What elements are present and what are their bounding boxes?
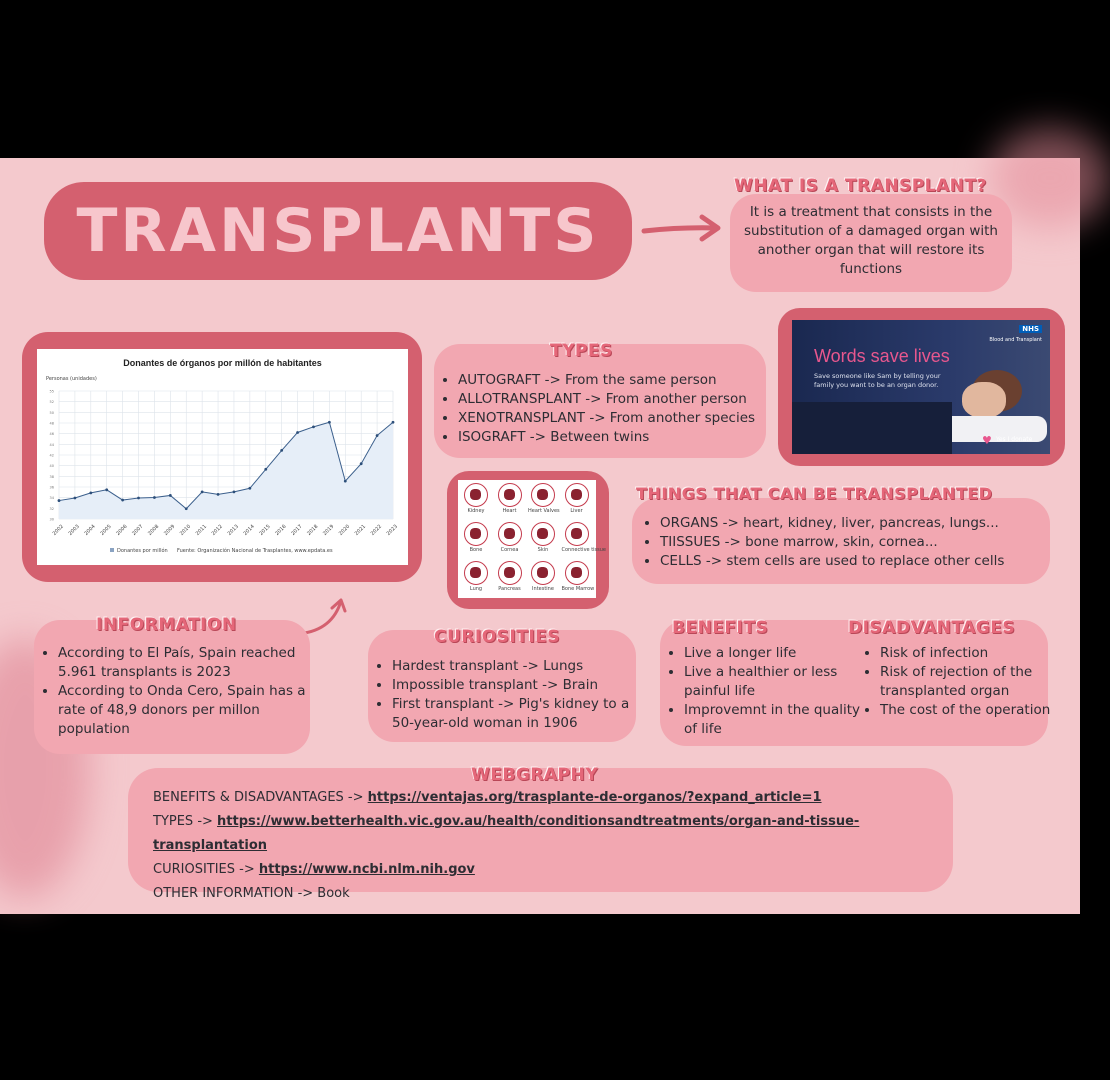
webgraphy-heading: WEBGRAPHY bbox=[471, 765, 599, 785]
y-tick-label: 42 bbox=[49, 453, 54, 458]
webgraphy-label: OTHER INFORMATION -> Book bbox=[153, 886, 350, 901]
types-heading: TYPES bbox=[550, 341, 613, 361]
data-point bbox=[360, 462, 363, 465]
data-point bbox=[137, 497, 140, 500]
pancreas-icon bbox=[495, 561, 525, 592]
list-item: • CELLS -> stem cells are used to replace other cells bbox=[660, 552, 1070, 571]
page-title: TRANSPLANTS bbox=[76, 196, 600, 266]
data-point bbox=[328, 421, 331, 424]
list-item: • ALLOTRANSPLANT -> From another person bbox=[458, 390, 788, 409]
skin-icon bbox=[528, 522, 558, 553]
bone-icon bbox=[461, 522, 491, 553]
data-point bbox=[105, 488, 108, 491]
icon-label: Bone bbox=[469, 547, 483, 553]
x-tick-label: 2003 bbox=[67, 523, 81, 537]
list-item: • Live a healthier or less painful life bbox=[684, 663, 864, 701]
benefits-list bbox=[664, 644, 864, 739]
webgraphy-row bbox=[153, 882, 953, 906]
icons-grid bbox=[458, 480, 606, 598]
poster bbox=[0, 158, 1080, 914]
list-item: • ORGANS -> heart, kidney, liver, pancreas, lungs... bbox=[660, 514, 1070, 533]
x-tick-label: 2013 bbox=[226, 523, 240, 537]
chart-source: Fuente: Organización Nacional de Trasplantes, www.epdata.es bbox=[177, 548, 333, 554]
curiosities-list bbox=[372, 657, 648, 733]
x-tick-label: 2014 bbox=[242, 523, 256, 537]
icon-label: Lung bbox=[469, 586, 483, 592]
ad-dark-shape bbox=[792, 402, 952, 454]
y-tick-label: 40 bbox=[49, 464, 54, 469]
x-tick-label: 2012 bbox=[210, 523, 224, 537]
cornea-icon bbox=[495, 522, 525, 553]
x-tick-label: 2005 bbox=[99, 523, 113, 537]
lung-icon bbox=[461, 561, 491, 592]
y-tick-label: 30 bbox=[49, 517, 54, 522]
data-point bbox=[233, 490, 236, 493]
data-point bbox=[264, 468, 267, 471]
webgraphy-row bbox=[153, 810, 953, 858]
list-item: • Live a longer life bbox=[684, 644, 864, 663]
data-point bbox=[121, 499, 124, 502]
list-item: • Improvemnt in the quality of life bbox=[684, 701, 864, 739]
disadvantages-list bbox=[860, 644, 1062, 720]
legend-label: Donantes por millón bbox=[117, 548, 168, 554]
list-item: • TIISSUES -> bone marrow, skin, cornea... bbox=[660, 533, 1070, 552]
y-tick-label: 46 bbox=[49, 432, 54, 437]
data-point bbox=[185, 507, 188, 510]
list-item: • First transplant -> Pig's kidney to a 50-year-old woman in 1906 bbox=[392, 695, 648, 733]
icon-label: Kidney bbox=[467, 508, 485, 514]
y-tick-label: 36 bbox=[49, 485, 54, 490]
webgraphy-row bbox=[153, 858, 953, 882]
curiosities-heading: CURIOSITIES bbox=[434, 627, 560, 647]
webgraphy-row bbox=[153, 786, 953, 810]
list-item: • According to El País, Spain reached 5.961 transplants is 2023 bbox=[58, 644, 320, 682]
ad-subtext: Save someone like Sam by telling your family you want to be an organ donor. bbox=[814, 372, 941, 389]
intestine-icon bbox=[528, 561, 558, 592]
y-tick-label: 48 bbox=[49, 421, 54, 426]
x-tick-label: 2023 bbox=[385, 523, 399, 537]
x-tick-label: 2010 bbox=[178, 523, 193, 537]
x-tick-label: 2021 bbox=[353, 523, 368, 537]
data-point bbox=[296, 431, 299, 434]
x-tick-label: 2002 bbox=[51, 523, 65, 537]
nhs-logo: NHS bbox=[1019, 325, 1042, 333]
y-tick-label: 50 bbox=[49, 410, 54, 415]
x-tick-label: 2006 bbox=[115, 523, 129, 537]
icon-label: Connective tissue bbox=[561, 547, 606, 553]
nhs-subtitle: Blood and Transplant bbox=[989, 337, 1042, 343]
list-item: • XENOTRANSPLANT -> From another species bbox=[458, 409, 788, 428]
x-tick-label: 2004 bbox=[83, 523, 97, 537]
icon-label: Heart bbox=[502, 508, 517, 514]
list-item: • Hardest transplant -> Lungs bbox=[392, 657, 648, 676]
x-tick-label: 2020 bbox=[337, 523, 352, 537]
donors-chart bbox=[37, 349, 408, 565]
webgraphy-label: CURIOSITIES -> bbox=[153, 862, 255, 877]
y-tick-label: 55 bbox=[49, 389, 54, 394]
ad-headline: Words save lives bbox=[814, 346, 950, 366]
data-point bbox=[248, 487, 251, 490]
data-point bbox=[169, 494, 172, 497]
icon-label: Skin bbox=[537, 547, 549, 553]
y-tick-label: 34 bbox=[49, 496, 54, 501]
x-tick-label: 2015 bbox=[258, 523, 272, 537]
y-tick-label: 52 bbox=[49, 400, 54, 405]
icon-label: Bone Marrow bbox=[561, 586, 595, 592]
icon-label: Intestine bbox=[532, 586, 554, 592]
list-item: • The cost of the operation bbox=[880, 701, 1062, 720]
heart-icon bbox=[495, 483, 525, 514]
data-point bbox=[58, 499, 61, 502]
data-point bbox=[201, 490, 204, 493]
icon-label: Heart Valves bbox=[528, 508, 560, 514]
types-list bbox=[438, 371, 788, 447]
webgraphy-label: BENEFITS & DISADVANTAGES -> bbox=[153, 790, 364, 805]
x-tick-label: 2016 bbox=[274, 523, 288, 537]
data-point bbox=[344, 480, 347, 483]
x-tick-label: 2008 bbox=[147, 523, 161, 537]
heart-valves-icon bbox=[528, 483, 558, 514]
x-tick-label: 2022 bbox=[369, 523, 384, 537]
list-item: • According to Onda Cero, Spain has a rate of 48,9 donors per millon population bbox=[58, 682, 320, 739]
ad-image bbox=[792, 320, 1050, 454]
title-banner bbox=[44, 182, 632, 280]
icon-label: Liver bbox=[570, 508, 583, 514]
webgraphy-link[interactable]: https://www.betterhealth.vic.gov.au/health/conditionsandtreatments/organ-and-tissue-transplantation bbox=[153, 814, 860, 853]
x-tick-label: 2009 bbox=[163, 523, 177, 537]
kidney-icon bbox=[461, 483, 491, 514]
y-tick-label: 32 bbox=[49, 506, 54, 511]
data-point bbox=[376, 434, 379, 437]
what-text: It is a treatment that consists in the substitution of a damaged organ with another organ that will restore its functions bbox=[743, 204, 998, 277]
webgraphy-list bbox=[153, 786, 953, 906]
data-point bbox=[280, 449, 283, 452]
information-list bbox=[38, 644, 320, 739]
what-heading: WHAT IS A TRANSPLANT? bbox=[734, 176, 987, 196]
information-heading: INFORMATION bbox=[96, 615, 237, 635]
ad-logo-text: Yes I donate bbox=[996, 436, 1033, 443]
webgraphy-link[interactable]: https://ventajas.org/trasplante-de-organos/?expand_article=1 bbox=[367, 790, 822, 805]
data-point bbox=[312, 425, 315, 428]
chart-ylabel: Personas (unidades) bbox=[46, 376, 97, 382]
arrow-right-icon bbox=[642, 213, 722, 243]
list-item: • Impossible transplant -> Brain bbox=[392, 676, 648, 695]
bone-marrow-icon bbox=[561, 561, 595, 592]
x-tick-label: 2011 bbox=[194, 523, 209, 537]
webgraphy-link[interactable]: https://www.ncbi.nlm.nih.gov bbox=[258, 862, 475, 877]
connective-tissue-icon bbox=[561, 522, 606, 553]
y-tick-label: 38 bbox=[49, 474, 54, 479]
ad-person bbox=[942, 370, 1047, 440]
icon-label: Pancreas bbox=[498, 586, 521, 592]
y-tick-label: 44 bbox=[49, 442, 54, 447]
data-point bbox=[153, 496, 156, 499]
liver-icon bbox=[562, 483, 592, 514]
legend-swatch bbox=[110, 548, 114, 552]
x-tick-label: 2007 bbox=[131, 523, 145, 537]
icon-label: Cornea bbox=[500, 547, 519, 553]
chart-title: Donantes de órganos por millón de habitantes bbox=[123, 358, 322, 368]
list-item: • ISOGRAFT -> Between twins bbox=[458, 428, 788, 447]
list-item: • AUTOGRAFT -> From the same person bbox=[458, 371, 788, 390]
data-point bbox=[217, 493, 220, 496]
disadvantages-heading: DISADVANTAGES bbox=[848, 618, 1016, 638]
list-item: • Risk of infection bbox=[880, 644, 1062, 663]
things-list bbox=[640, 514, 1070, 571]
list-item: • Risk of rejection of the transplanted organ bbox=[880, 663, 1062, 701]
heart-logo-icon: ♥ bbox=[982, 434, 992, 447]
benefits-heading: BENEFITS bbox=[672, 618, 769, 638]
x-tick-label: 2017 bbox=[290, 523, 304, 537]
things-heading: THINGS THAT CAN BE TRANSPLANTED bbox=[636, 484, 993, 503]
webgraphy-label: TYPES -> bbox=[153, 814, 213, 829]
data-point bbox=[74, 497, 77, 500]
x-tick-label: 2019 bbox=[322, 523, 336, 537]
data-point bbox=[89, 491, 92, 494]
x-tick-label: 2018 bbox=[306, 523, 320, 537]
data-point bbox=[392, 421, 395, 424]
